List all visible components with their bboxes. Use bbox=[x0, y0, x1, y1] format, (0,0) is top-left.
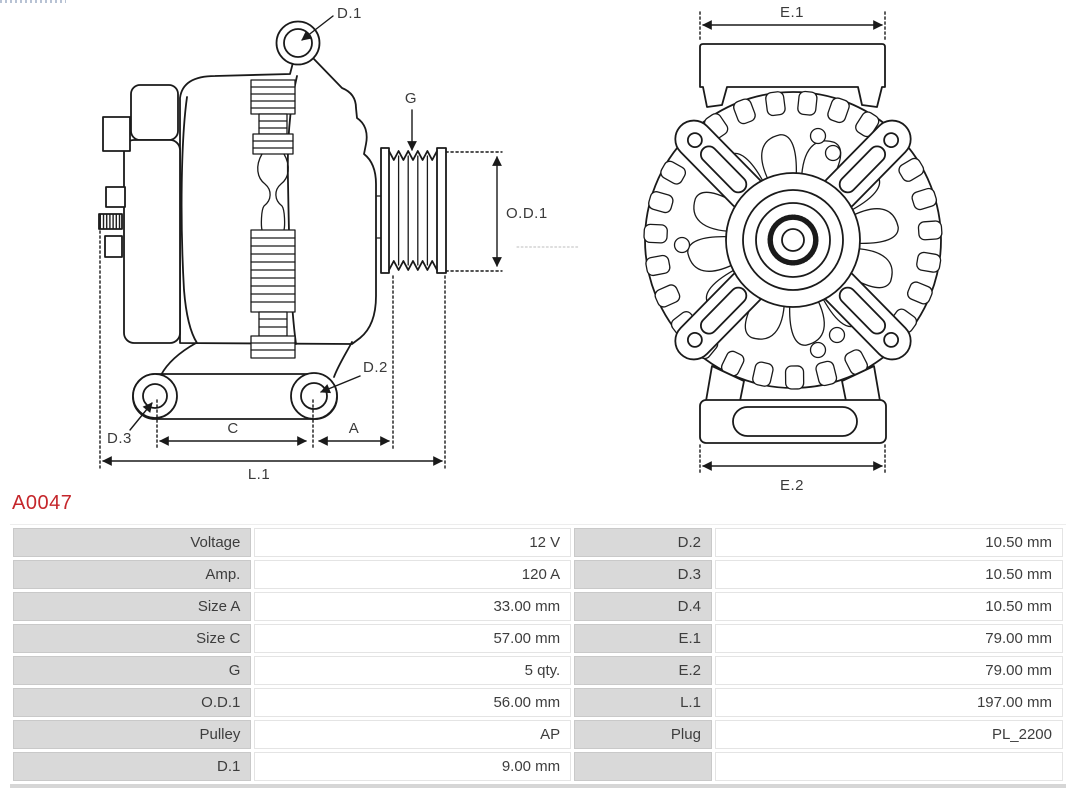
spec-value: 9.00 mm bbox=[254, 752, 571, 781]
spec-label: Size A bbox=[13, 592, 251, 621]
spec-value: 12 V bbox=[254, 528, 571, 557]
spec-label: Size C bbox=[13, 624, 251, 653]
table-row bbox=[13, 528, 1063, 557]
od1-extension-lines bbox=[446, 152, 502, 271]
dim-label-od1: O.D.1 bbox=[506, 205, 548, 222]
spec-label: E.2 bbox=[574, 656, 712, 685]
spec-value: PL_2200 bbox=[715, 720, 1063, 749]
alternator-side-view bbox=[99, 22, 446, 420]
spec-label: Amp. bbox=[13, 560, 251, 589]
spec-value: 79.00 mm bbox=[715, 656, 1063, 685]
spec-label: G bbox=[13, 656, 251, 685]
bottom-bracket-slot bbox=[733, 407, 857, 436]
terminal-tab bbox=[106, 187, 125, 207]
spec-value: 10.50 mm bbox=[715, 560, 1063, 589]
table-row bbox=[13, 720, 1063, 749]
spec-label: D.4 bbox=[574, 592, 712, 621]
dim-label-e1: E.1 bbox=[779, 4, 805, 21]
spec-value: 56.00 mm bbox=[254, 688, 571, 717]
dim-label-g: G bbox=[404, 90, 418, 107]
table-row bbox=[13, 624, 1063, 653]
e2-extension-lines bbox=[700, 445, 885, 474]
spec-value: 79.00 mm bbox=[715, 624, 1063, 653]
terminal-tab-2 bbox=[105, 236, 122, 257]
dim-label-d1: D.1 bbox=[337, 5, 362, 22]
rear-cover-top bbox=[131, 85, 178, 140]
dim-label-e2: E.2 bbox=[779, 477, 805, 494]
ear-connector-left bbox=[161, 343, 196, 375]
pulley bbox=[377, 148, 446, 273]
spec-table-container bbox=[10, 524, 1066, 788]
spec-label: O.D.1 bbox=[13, 688, 251, 717]
table-row bbox=[13, 592, 1063, 621]
dim-label-d3: D.3 bbox=[107, 430, 132, 447]
spec-label: L.1 bbox=[574, 688, 712, 717]
spec-value: 10.50 mm bbox=[715, 592, 1063, 621]
spec-value: 10.50 mm bbox=[715, 528, 1063, 557]
connector-tab bbox=[103, 117, 130, 151]
alternator-front-view bbox=[644, 44, 943, 443]
spec-label bbox=[574, 752, 712, 781]
spec-value: 197.00 mm bbox=[715, 688, 1063, 717]
dim-label-l1: L.1 bbox=[247, 466, 271, 483]
spec-label: E.1 bbox=[574, 624, 712, 653]
pulley-hub bbox=[726, 173, 860, 307]
table-row bbox=[13, 656, 1063, 685]
spec-label: Plug bbox=[574, 720, 712, 749]
table-row bbox=[13, 688, 1063, 717]
dim-label-d2: D.2 bbox=[363, 359, 388, 376]
ear-connector-right bbox=[334, 342, 352, 377]
mount-hole-d2 bbox=[301, 383, 327, 409]
mount-hole-d3 bbox=[143, 384, 167, 408]
spec-label: D.1 bbox=[13, 752, 251, 781]
table-row bbox=[13, 560, 1063, 589]
spec-value bbox=[715, 752, 1063, 781]
spec-table bbox=[10, 525, 1066, 784]
spec-label: Voltage bbox=[13, 528, 251, 557]
dim-label-c: C bbox=[227, 420, 239, 437]
spec-value: 33.00 mm bbox=[254, 592, 571, 621]
spec-label: D.3 bbox=[574, 560, 712, 589]
spec-value: 5 qty. bbox=[254, 656, 571, 685]
spec-label: D.2 bbox=[574, 528, 712, 557]
spec-label: Pulley bbox=[13, 720, 251, 749]
rear-cover bbox=[124, 140, 180, 343]
mount-lug-d1 bbox=[284, 29, 312, 57]
spec-value: AP bbox=[254, 720, 571, 749]
dim-label-a: A bbox=[348, 420, 360, 437]
spec-value: 120 A bbox=[254, 560, 571, 589]
part-number: A0047 bbox=[12, 492, 73, 514]
shaft-center-hole bbox=[782, 229, 804, 251]
table-row bbox=[13, 752, 1063, 781]
threaded-stud bbox=[99, 214, 122, 229]
spec-value: 57.00 mm bbox=[254, 624, 571, 653]
